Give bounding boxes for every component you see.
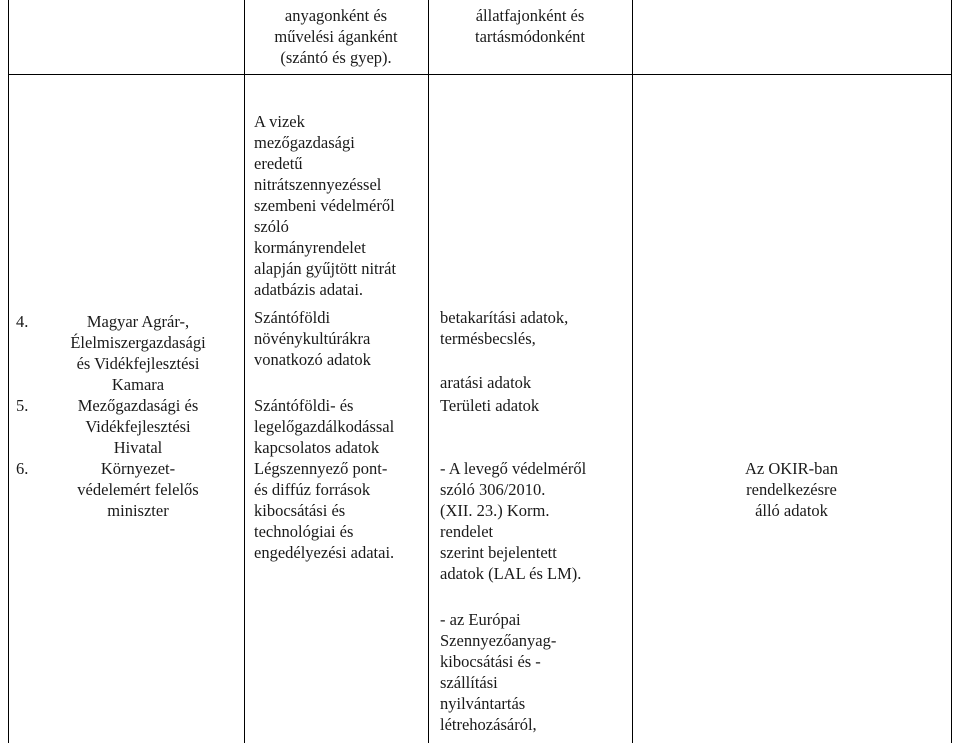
- text-line: technológiai és: [254, 522, 354, 541]
- text-line: - az Európai: [440, 610, 521, 629]
- top-row-col3-cell: [244, 5, 428, 68]
- reaping-data-block: [440, 372, 531, 393]
- text-line: (XII. 23.) Korm.: [440, 501, 550, 520]
- emission-data-block: [254, 458, 394, 563]
- top-row-col4-cell: [428, 5, 632, 47]
- text-line: betakarítási adatok,: [440, 308, 569, 327]
- text-line: Területi adatok: [440, 396, 540, 415]
- text-line: vonatkozó adatok: [254, 350, 371, 369]
- text-line: állatfajonként és: [475, 6, 585, 25]
- institution-6: [16, 458, 236, 521]
- text-line: termésbecslés,: [440, 329, 536, 348]
- table-row-divider: [8, 74, 952, 75]
- institution-4: [16, 311, 236, 395]
- text-line: adatok (LAL és LM).: [440, 564, 582, 583]
- institution-5: [16, 395, 236, 458]
- text-line: alapján gyűjtött nitrát: [254, 259, 397, 278]
- text-line: Vidékfejlesztési: [85, 417, 191, 436]
- text-line: szóló: [254, 217, 289, 236]
- text-line: és diffúz források: [254, 480, 371, 499]
- text-line: kapcsolatos adatok: [254, 438, 380, 457]
- table-border-left: [8, 0, 9, 743]
- text-line: adatbázis adatai.: [254, 280, 364, 299]
- text-line: szóló 306/2010.: [440, 480, 546, 499]
- text-line: kibocsátási és -: [440, 652, 541, 671]
- text-line: szerint bejelentett: [440, 543, 557, 562]
- text-line: legelőgazdálkodással: [254, 417, 395, 436]
- text-line: álló adatok: [755, 501, 828, 520]
- table-border-col3: [428, 0, 429, 743]
- text-line: Légszennyező pont-: [254, 459, 388, 478]
- text-line: aratási adatok: [440, 373, 532, 392]
- text-line: engedélyezési adatai.: [254, 543, 395, 562]
- text-line: Környezet-: [100, 459, 176, 478]
- table-border-col2: [244, 0, 245, 743]
- text-line: Kamara: [111, 375, 165, 394]
- institution-number: 4.: [16, 312, 29, 331]
- text-line: védelemért felelős: [77, 480, 199, 499]
- text-line: nyilvántartás: [440, 694, 526, 713]
- text-line: nitrátszennyezéssel: [254, 175, 382, 194]
- okir-data-cell: [632, 458, 951, 521]
- text-line: létrehozásáról,: [440, 715, 537, 734]
- text-line: A vizek: [254, 112, 305, 131]
- text-line: Az OKIR-ban: [744, 459, 838, 478]
- air-protection-block: [440, 458, 586, 584]
- text-line: és Vidékfejlesztési: [76, 354, 200, 373]
- text-line: Szántóföldi: [254, 308, 331, 327]
- nitrate-data-block: [254, 111, 396, 300]
- institution-number: 5.: [16, 396, 29, 415]
- institution-number: 6.: [16, 459, 29, 478]
- table-border-col4: [632, 0, 633, 743]
- text-line: (szántó és gyep).: [280, 48, 392, 67]
- text-line: miniszter: [107, 501, 169, 520]
- text-line: anyagonként és: [284, 6, 388, 25]
- european-register-block: [440, 609, 556, 735]
- text-line: Mezőgazdasági és: [77, 396, 199, 415]
- text-line: mezőgazdasági: [254, 133, 355, 152]
- text-line: szembeni védelméről: [254, 196, 395, 215]
- text-line: Magyar Agrár-,: [86, 312, 190, 331]
- text-line: Élelmiszergazdasági: [70, 333, 206, 352]
- text-line: - A levegő védelméről: [440, 459, 587, 478]
- text-line: kormányrendelet: [254, 238, 366, 257]
- text-line: Szántóföldi- és: [254, 396, 354, 415]
- text-line: Hivatal: [113, 438, 163, 457]
- text-line: szállítási: [440, 673, 498, 692]
- text-line: növénykultúrákra: [254, 329, 371, 348]
- text-line: Szennyezőanyag-: [440, 631, 557, 650]
- text-line: rendelet: [440, 522, 494, 541]
- text-line: kibocsátási és: [254, 501, 346, 520]
- text-line: eredetű: [254, 154, 303, 173]
- area-data-block: [440, 395, 539, 416]
- crop-data-block: [254, 307, 371, 370]
- text-line: művelési áganként: [274, 27, 398, 46]
- text-line: rendelkezésre: [746, 480, 837, 499]
- table-border-right: [951, 0, 952, 743]
- pasture-data-block: [254, 395, 394, 458]
- text-line: tartásmódonként: [475, 27, 585, 46]
- harvest-data-block: [440, 307, 568, 349]
